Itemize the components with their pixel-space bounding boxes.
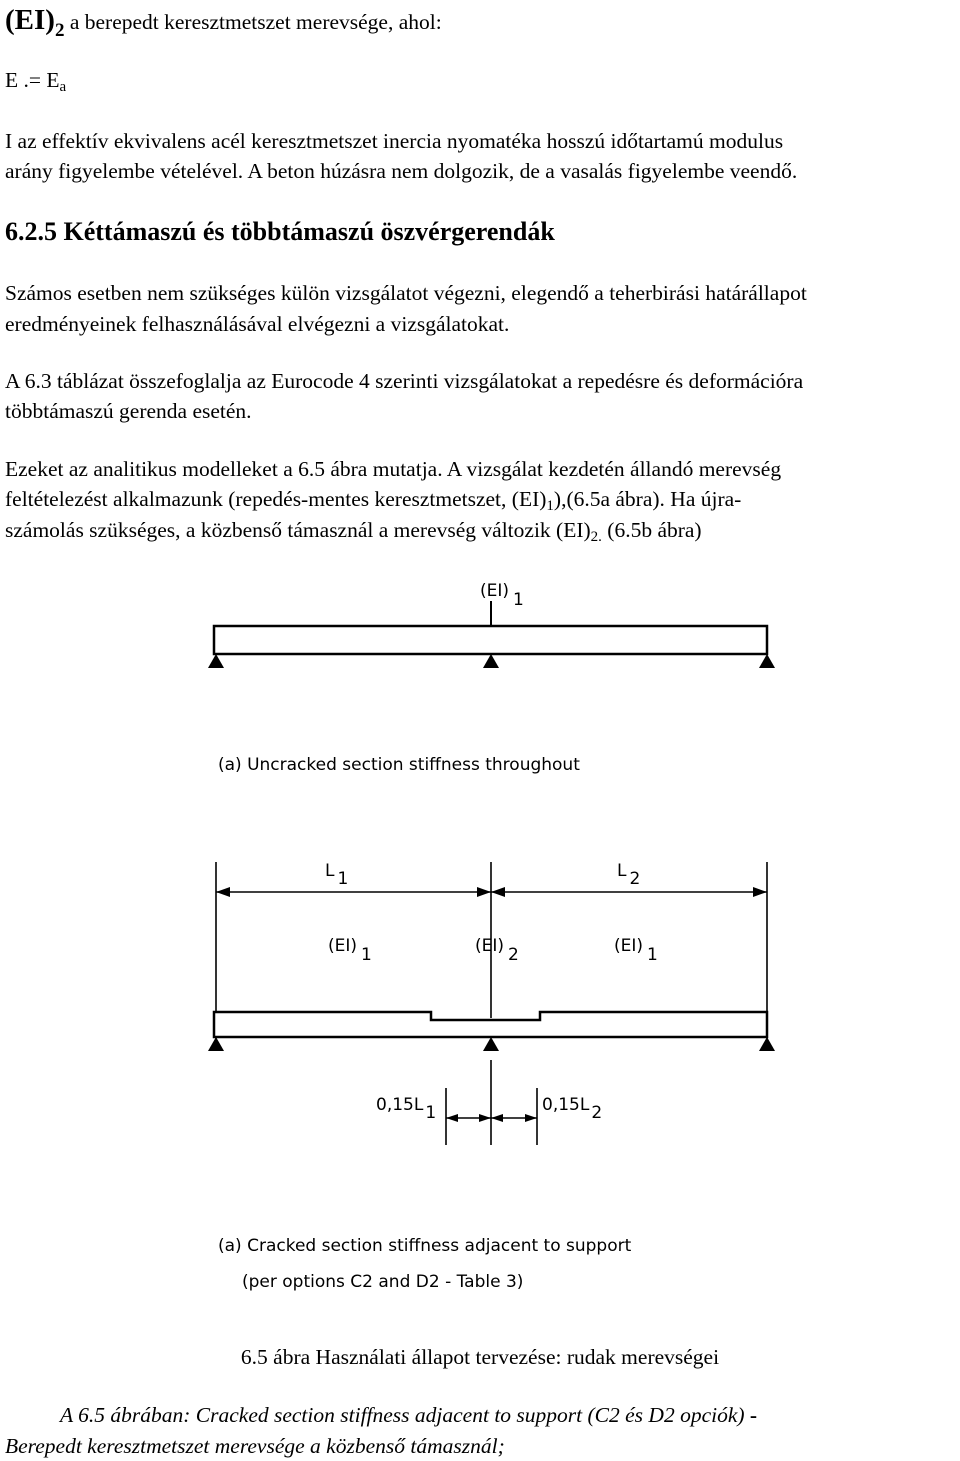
span-label-l1: L 1 <box>325 861 349 889</box>
figure-b-support-right <box>759 1037 775 1051</box>
arrow-crack-2 <box>479 1114 491 1122</box>
arrow-crack-1 <box>446 1114 458 1122</box>
figure-caption: 6.5 ábra Használati állapot tervezése: rudak merevségei <box>240 1345 720 1369</box>
paragraph-2-line-2: többtámaszú gerenda esetén. <box>5 399 252 423</box>
paragraph-1-line-1: Számos esetben nem szükséges külön vizsgálatot végezni, elegendő a teherbirási határállapot <box>5 281 807 305</box>
figure-b <box>208 861 775 1292</box>
paragraph-3-line-1: Ezeket az analitikus modelleket a 6.5 ábra mutatja. A vizsgálat kezdetén állandó merevség <box>5 457 782 481</box>
footer-line-1: A 6.5 ábrában: Cracked section stiffness adjacent to support (C2 és D2 opciók) - <box>60 1403 758 1427</box>
e-equation: E .= $E_a$ <box>5 68 67 95</box>
dim-label-right: 0,15L 2 <box>542 1095 603 1123</box>
figure-a-support-left <box>208 654 224 668</box>
figure-b-caption-1: (a) Cracked section stiffness adjacent to support <box>218 1236 632 1256</box>
arrow-crack-4 <box>525 1114 537 1122</box>
figure-b-ei-left: (EI) 1 <box>328 936 372 965</box>
i-definition-line-1: I az effektív ekvivalens acél keresztmetszet inercia nyomatéka hosszú időtartamú modulus <box>5 129 784 153</box>
paragraph-1-line-2: eredményeinek felhasználásával elvégezni a vizsgálatokat. <box>5 312 510 336</box>
footer-line-2: Berepedt keresztmetszet merevsége a közbenső támasznál; <box>5 1434 505 1458</box>
figure-a-support-middle <box>483 654 499 668</box>
dim-label-left: 0,15L 1 <box>376 1095 437 1123</box>
figure-b-caption-2: (per options C2 and D2 - Table 3) <box>242 1272 524 1292</box>
span-label-l2: L 2 <box>617 861 641 889</box>
figure-a-support-right <box>759 654 775 668</box>
arrow-l2-left <box>491 887 505 897</box>
arrow-crack-3 <box>491 1114 503 1122</box>
ei-description: a berepedt keresztmetszet merevsége, ahol: <box>69 10 442 34</box>
arrow-l2-right <box>753 887 767 897</box>
ei-symbol: $(EI)_2$ <box>5 4 65 41</box>
figure-a <box>208 581 775 775</box>
figure-b-ei-middle: (EI) 2 <box>475 936 519 965</box>
figure-a-ei-label: (EI) 1 <box>480 581 524 610</box>
i-definition-line-2: arány figyelembe vételével. A beton húzásra nem dolgozik, de a vasalás figyelembe veendő. <box>5 159 798 183</box>
figure-a-caption: (a) Uncracked section stiffness throughout <box>218 755 580 775</box>
figure-b-support-left <box>208 1037 224 1051</box>
paragraph-2-line-1: A 6.3 táblázat összefoglalja az Eurocode 4 szerinti vizsgálatokat a repedésre és deformációra <box>5 369 804 393</box>
paragraph-3-line-3: számolás szükséges, a közbenső támasznál a merevség változik $(EI)_{2.}$ (6.5b ábra) <box>5 518 702 545</box>
arrow-l1-left <box>216 887 230 897</box>
section-heading: 6.2.5 Kéttámaszú és többtámaszú öszvérgerendák <box>5 217 555 246</box>
figure-a-beam <box>214 626 767 654</box>
paragraph-3-line-2: feltételezést alkalmazunk (repedés-mentes keresztmetszet, $(EI)_1),(6.5a$ ábra). Ha újra- <box>5 487 742 514</box>
figure-b-support-middle <box>483 1037 499 1051</box>
figure-b-ei-right: (EI) 1 <box>614 936 658 965</box>
arrow-l1-right <box>477 887 491 897</box>
